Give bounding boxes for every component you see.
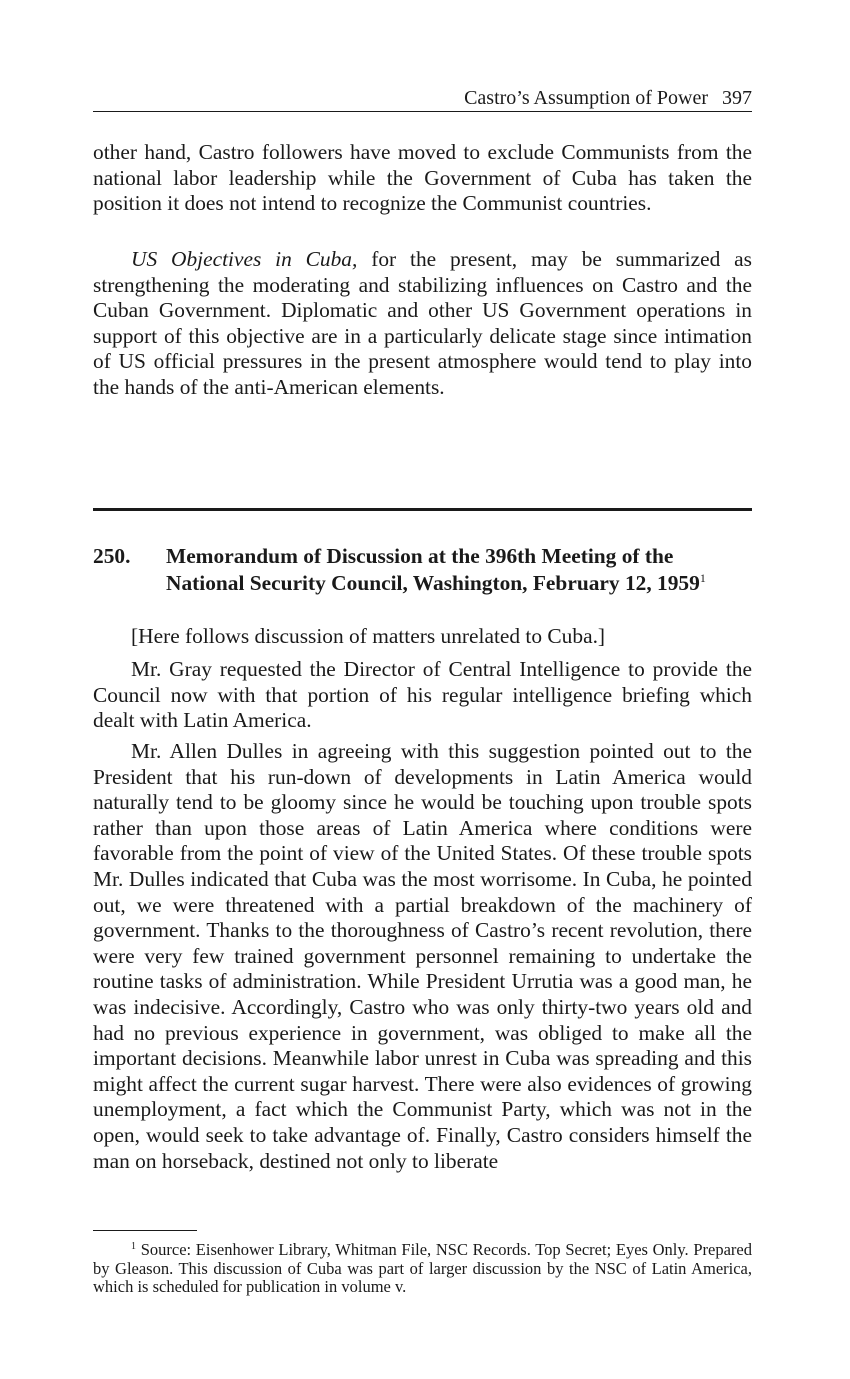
objectives-lead-in: US Objectives in Cuba, <box>131 247 358 271</box>
footnote <box>93 1241 752 1297</box>
objectives-paragraph <box>93 247 752 401</box>
footnote-text: Source: Eisenhower Library, Whitman File, NSC Records. Top Secret; Eyes Only. Prepared by Gleason. This discussion of Cuba was part of larger discussion by the NSC of Latin America, which is scheduled for publication in volume v. <box>93 1240 753 1296</box>
document-number: 250. <box>93 544 131 568</box>
running-header-text <box>464 86 752 111</box>
objectives-body: for the present, may be summarized as strengthening the moderating and stabilizing influences on Castro and the Cuban Government. Diplomatic and other US Government operations in support of this objective are in a particularly delicate stage since intimation of US official pressures in the present atmosphere would tend to play into the hands of the anti-American elements. <box>93 247 752 399</box>
editorial-note: [Here follows discussion of matters unrelated to Cuba.] <box>131 624 606 648</box>
footnote-divider <box>93 1230 197 1231</box>
running-title: Castro’s Assumption of Power <box>464 87 708 109</box>
document-title <box>166 543 752 597</box>
document-title-text: Memorandum of Discussion at the 396th Meeting of the National Security Council, Washington, February 12, 1959 <box>166 544 700 595</box>
footnote-marker: 1 <box>131 1241 136 1252</box>
section-divider <box>93 508 752 511</box>
dulles-paragraph: Mr. Allen Dulles in agreeing with this suggestion pointed out to the President that his run-down of developments in Latin America would naturally tend to be gloomy since he would be touching upon trouble spots rather than upon those areas of Latin America where conditions were favorable from the point of view of the United States. Of these trouble spots Mr. Dulles indicated that Cuba was the most worrisome. In Cuba, he pointed out, we were threatened with a partial breakdown of the machinery of government. Thanks to the thoroughness of Castro’s recent revolution, there were very few trained government personnel remaining to undertake the routine tasks of administration. While President Urrutia was a good man, he was indecisive. Accordingly, Castro who was only thirty-two years old and had no previous experience in government, was obliged to make all the important decisions. Meanwhile labor unrest in Cuba was spreading and this might affect the current sugar harvest. There were also evidences of growing unemployment, a fact which the Communist Party, which was not in the open, would seek to take advantage of. Finally, Castro considers himself the man on horseback, destined not only to liberate <box>93 739 752 1173</box>
page-number: 397 <box>722 87 752 109</box>
continued-paragraph: other hand, Castro followers have moved to exclude Communists from the national labor leadership while the Government of Cuba has taken the position it does not intend to recognize the Communist countries. <box>93 140 752 216</box>
footnote-reference: 1 <box>699 571 706 585</box>
gray-paragraph: Mr. Gray requested the Director of Central Intelligence to provide the Council now with that portion of his regular intelligence briefing which dealt with Latin America. <box>93 657 752 733</box>
running-header <box>93 86 752 112</box>
